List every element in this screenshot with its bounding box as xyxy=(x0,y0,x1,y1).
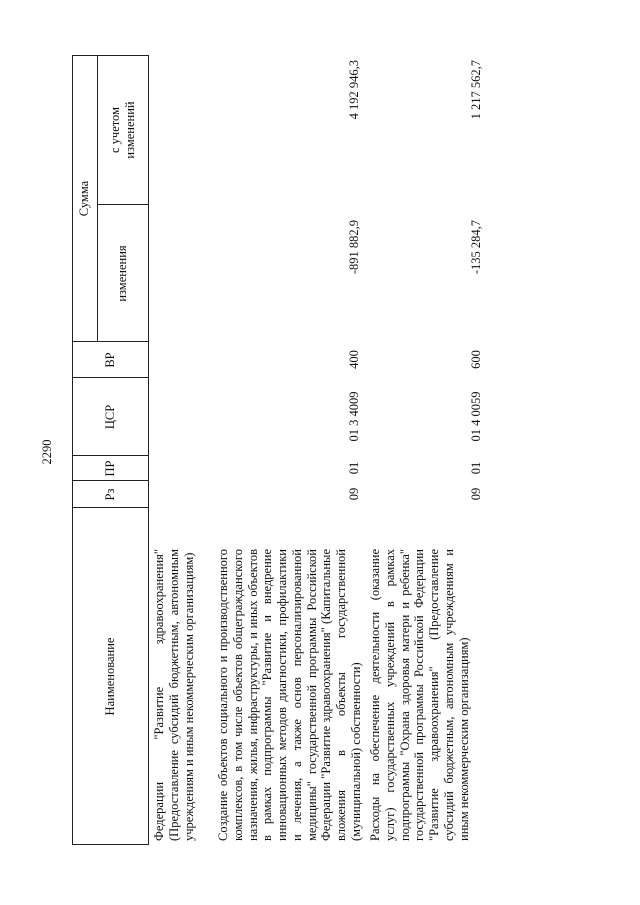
row-csr: 01 3 4009 xyxy=(347,391,361,442)
header-name: Наименование xyxy=(102,637,117,716)
row-changes: -891 882,9 xyxy=(347,220,361,275)
header-csr: ЦСР xyxy=(102,404,117,430)
row-rz: 09 xyxy=(469,487,483,501)
row-name: Создание объектов социального и производственного комплексов, в том числе объектов общегражданского назначения, жилья, инфраструктуры, и иных объектов в рамках подпрограммы "Развитие и внедрение инновационных методов диагностики, профилактики и лечения, а также основ персонализированной медицины" государственной программы Российской Федерации "Развитие здравоохранения" (Капитальные вложения в объекты государственной (муниципальной) собственности) xyxy=(216,549,363,841)
page-number: 2290 xyxy=(40,439,54,465)
header-changes: изменения xyxy=(115,245,130,302)
row-name: Федерации "Развитие здравоохранения" (Предоставление субсидий бюджетным, автономным учреждениям и иным некоммерческим организациям) xyxy=(152,549,196,841)
header-sum: Сумма xyxy=(77,180,92,217)
row-total: 1 217 562,7 xyxy=(469,60,483,120)
row-name: Расходы на обеспечение деятельности (оказание услуг) государственных учреждений в рамках подпрограммы "Охрана здоровья матери и ребенка" государственной программы Российской Федерации "Развитие здравоохранения" (Предоставление субсидий бюджетным, автономным учреждениям и иным некоммерческим организациям) xyxy=(368,549,471,841)
header-pr: ПР xyxy=(102,460,117,477)
row-changes: -135 284,7 xyxy=(469,220,483,275)
row-total: 4 192 946,3 xyxy=(347,60,361,120)
row-csr: 01 4 0059 xyxy=(469,391,483,442)
header-rz: Рз xyxy=(102,488,117,501)
budget-table xyxy=(72,55,568,845)
header-vr: ВР xyxy=(102,352,117,368)
header-with-changes-line2: изменений xyxy=(122,101,137,159)
row-vr: 400 xyxy=(347,350,361,369)
row-rz: 09 xyxy=(347,487,361,501)
row-pr: 01 xyxy=(347,461,361,475)
header-with-changes-line1: с учетом xyxy=(108,107,123,153)
row-pr: 01 xyxy=(469,461,483,475)
header-with-changes xyxy=(97,55,148,205)
header-bottom-border xyxy=(148,55,149,845)
row-vr: 600 xyxy=(469,350,483,369)
